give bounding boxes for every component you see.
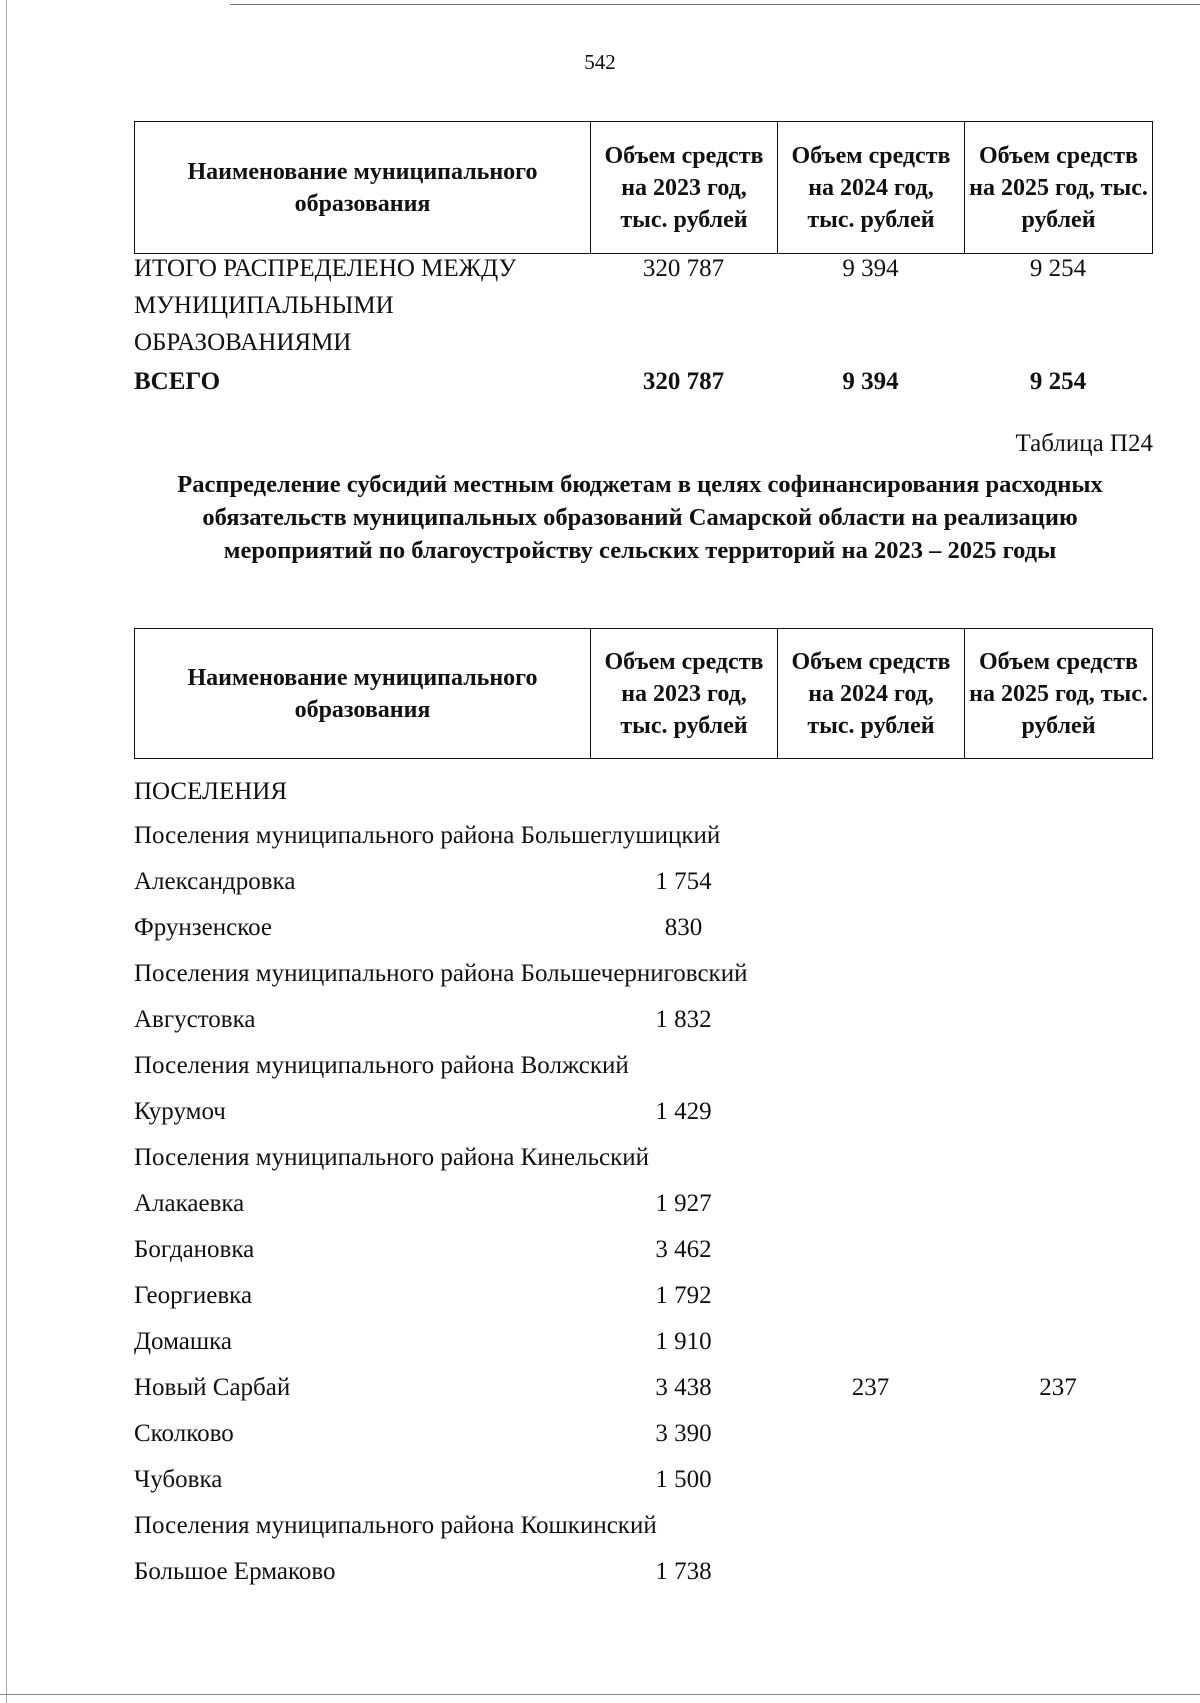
scan-left-border bbox=[6, 0, 7, 1703]
header-2024-cell: Объем средств на 2024 год, тыс. рублей bbox=[778, 122, 965, 254]
value-2024 bbox=[777, 1006, 964, 1052]
scan-top-border bbox=[230, 4, 1200, 5]
settlement-name: Домашка bbox=[134, 1328, 232, 1355]
district-name: Поселения муниципального района Волжский bbox=[134, 1052, 629, 1079]
table-row bbox=[134, 1558, 1152, 1604]
table-row bbox=[134, 1236, 1152, 1282]
table-label: Таблица П24 bbox=[1015, 430, 1153, 457]
district-row bbox=[134, 822, 1152, 868]
value-2023: 1 910 bbox=[655, 1328, 712, 1355]
header-2025-cell: Объем средств на 2025 год, тыс. рублей bbox=[965, 629, 1153, 759]
value-2024 bbox=[777, 1328, 964, 1374]
itogo-2023: 320 787 bbox=[642, 255, 725, 282]
value-2024 bbox=[777, 1236, 964, 1282]
value-2024 bbox=[777, 1420, 964, 1466]
itogo-2025: 9 254 bbox=[1029, 255, 1087, 282]
settlement-name: Александровка bbox=[134, 868, 296, 895]
settlement-name: Большое Ермаково bbox=[134, 1558, 336, 1585]
vsego-2025: 9 254 bbox=[1029, 368, 1087, 395]
table-row bbox=[134, 1420, 1152, 1466]
header-2023-cell: Объем средств на 2023 год, тыс. рублей bbox=[591, 629, 778, 759]
value-2024 bbox=[777, 914, 964, 960]
value-2025 bbox=[964, 868, 1152, 914]
header-2023-cell: Объем средств на 2023 год, тыс. рублей bbox=[591, 122, 778, 254]
district-name: Поселения муниципального района Кинельский bbox=[134, 1144, 650, 1171]
table-row bbox=[134, 1374, 1152, 1420]
settlement-name: Алакаевка bbox=[134, 1190, 245, 1217]
value-2023: 1 500 bbox=[655, 1466, 712, 1493]
table-row bbox=[134, 914, 1152, 960]
itogo-row bbox=[134, 250, 1152, 361]
table-title: Распределение субсидий местным бюджетам в целях софинансирования расходных обязательств муниципальных образований Самарской области на реализацию мероприятий по благоустройству сельских территорий на 2023 – 2025 годы bbox=[177, 471, 1103, 564]
itogo-name: ИТОГО РАСПРЕДЕЛЕНО МЕЖДУ МУНИЦИПАЛЬНЫМИ ОБРАЗОВАНИЯМИ bbox=[134, 255, 517, 356]
district-row bbox=[134, 1052, 1152, 1098]
itogo-2024: 9 394 bbox=[842, 255, 899, 282]
settlement-name: Новый Сарбай bbox=[134, 1374, 291, 1401]
scan-bottom-border bbox=[0, 1694, 1200, 1695]
value-2025 bbox=[964, 1098, 1152, 1144]
settlement-name: Сколково bbox=[134, 1420, 234, 1447]
value-2023: 1 927 bbox=[655, 1190, 712, 1217]
value-2025 bbox=[964, 1466, 1152, 1512]
header-2024-cell: Объем средств на 2024 год, тыс. рублей bbox=[778, 629, 965, 759]
value-2025 bbox=[964, 1236, 1152, 1282]
settlement-name: Георгиевка bbox=[134, 1282, 253, 1309]
value-2024 bbox=[777, 1466, 964, 1512]
settlement-name: Курумоч bbox=[134, 1098, 226, 1125]
table-row bbox=[134, 868, 1152, 914]
page-number: 542 bbox=[584, 50, 616, 74]
settlement-name: Чубовка bbox=[134, 1466, 223, 1493]
district-name: Поселения муниципального района Большечерниговский bbox=[134, 960, 748, 987]
main-table-body bbox=[134, 778, 1152, 1604]
value-2025 bbox=[964, 1328, 1152, 1374]
header-name-cell: Наименование муниципального образования bbox=[135, 629, 591, 759]
main-table-header bbox=[134, 628, 1153, 759]
vsego-2023: 320 787 bbox=[642, 368, 725, 395]
section-label: ПОСЕЛЕНИЯ bbox=[134, 778, 288, 805]
value-2023: 830 bbox=[664, 914, 703, 941]
district-name: Поселения муниципального района Большеглушицкий bbox=[134, 822, 721, 849]
district-row bbox=[134, 960, 1152, 1006]
summary-table bbox=[134, 250, 1152, 400]
vsego-2024: 9 394 bbox=[842, 368, 899, 395]
value-2023: 1 738 bbox=[655, 1558, 712, 1585]
value-2024 bbox=[777, 1098, 964, 1144]
settlement-name: Августовка bbox=[134, 1006, 256, 1033]
table-row bbox=[134, 1190, 1152, 1236]
value-2025 bbox=[964, 1282, 1152, 1328]
table-row bbox=[134, 1098, 1152, 1144]
value-2025 bbox=[964, 1558, 1152, 1604]
value-2023: 3 390 bbox=[655, 1420, 712, 1447]
value-2025: 237 bbox=[1039, 1374, 1077, 1401]
value-2024 bbox=[777, 1190, 964, 1236]
table-row bbox=[134, 1328, 1152, 1374]
table-row bbox=[134, 1466, 1152, 1512]
header-name-cell: Наименование муниципального образования bbox=[135, 122, 591, 254]
district-row bbox=[134, 1512, 1152, 1558]
value-2024 bbox=[777, 868, 964, 914]
value-2023: 1 754 bbox=[655, 868, 712, 895]
vsego-row bbox=[134, 361, 1152, 400]
value-2023: 3 462 bbox=[655, 1236, 712, 1263]
top-table-header bbox=[134, 121, 1153, 254]
section-row bbox=[134, 778, 1152, 822]
value-2023: 1 792 bbox=[655, 1282, 712, 1309]
header-2025-cell: Объем средств на 2025 год, тыс. рублей bbox=[965, 122, 1153, 254]
value-2024 bbox=[777, 1282, 964, 1328]
district-row bbox=[134, 1144, 1152, 1190]
settlement-name: Фрунзенское bbox=[134, 914, 273, 941]
vsego-name: ВСЕГО bbox=[134, 368, 221, 395]
value-2023: 3 438 bbox=[655, 1374, 712, 1401]
value-2025 bbox=[964, 1006, 1152, 1052]
table-row bbox=[134, 1006, 1152, 1052]
settlement-name: Богдановка bbox=[134, 1236, 255, 1263]
value-2023: 1 832 bbox=[655, 1006, 712, 1033]
value-2024 bbox=[777, 1558, 964, 1604]
value-2025 bbox=[964, 1420, 1152, 1466]
district-name: Поселения муниципального района Кошкинский bbox=[134, 1512, 657, 1539]
value-2025 bbox=[964, 1190, 1152, 1236]
table-row bbox=[134, 1282, 1152, 1328]
value-2025 bbox=[964, 914, 1152, 960]
value-2023: 1 429 bbox=[655, 1098, 712, 1125]
value-2024: 237 bbox=[851, 1374, 890, 1401]
